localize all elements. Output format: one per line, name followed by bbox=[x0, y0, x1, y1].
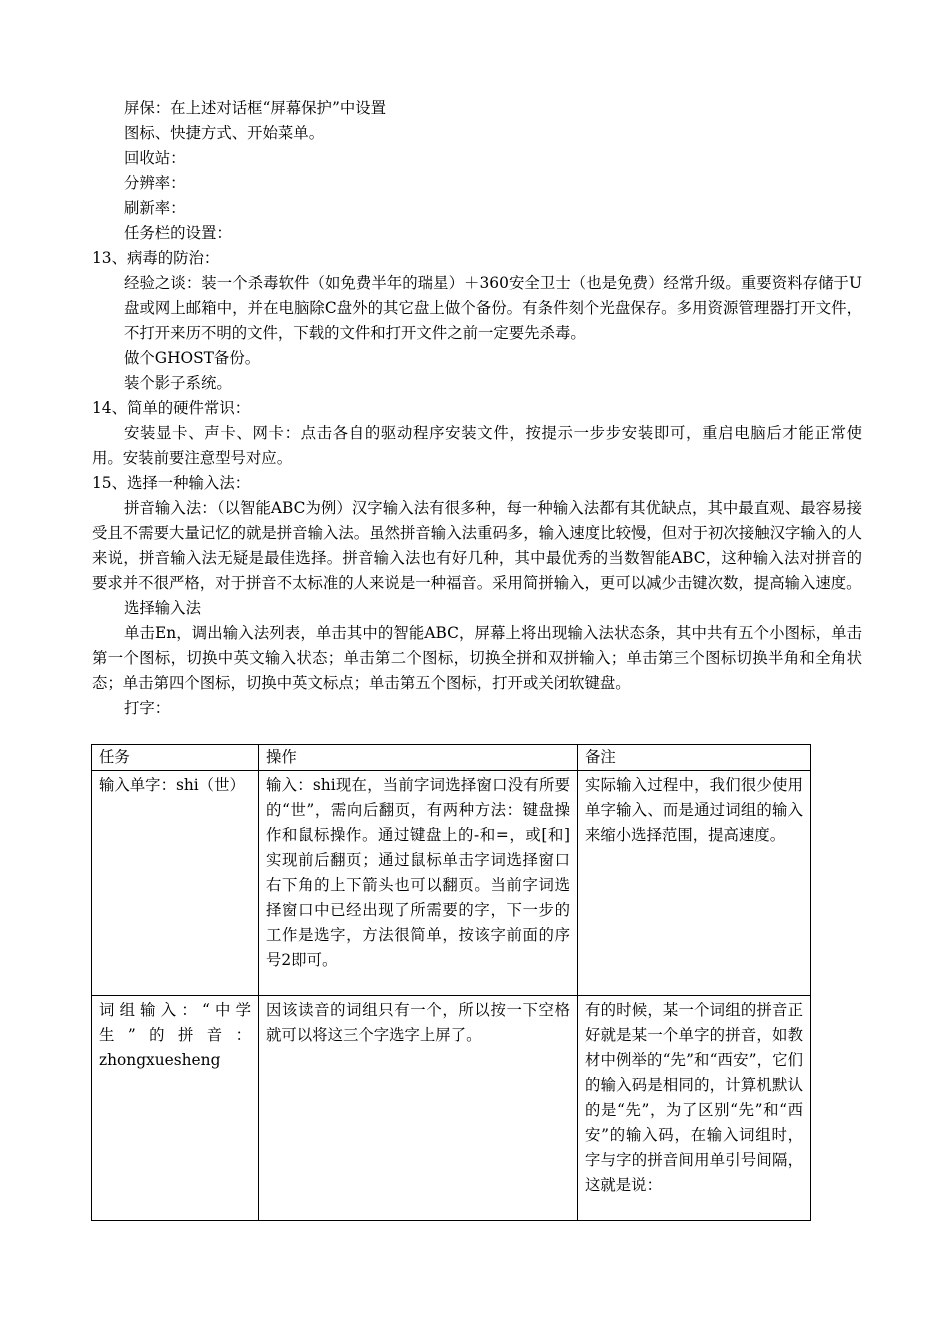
shadow-system-line: 装个影子系统。 bbox=[124, 374, 232, 392]
table-cell-note: 有的时候，某一个词组的拼音正好就是某一个单字的拼音，如教材中例举的“先”和“西安”，它们的输入码是相同的，计算机默认的是“先”，为了区别“先”和“西安”的输入码，在输入词组时，字与字的拼音间用单引号间隔，这就是说： bbox=[578, 996, 811, 1221]
recycle-bin-line: 回收站： bbox=[124, 149, 186, 167]
table-header-task: 任务 bbox=[92, 745, 259, 771]
table-header-operation: 操作 bbox=[259, 745, 578, 771]
table-row bbox=[92, 996, 811, 1221]
table-cell-task: 输入单字：shi（世） bbox=[92, 771, 259, 996]
table-cell-task: 词组输入：“中学生”的拼音：zhongxuesheng bbox=[92, 996, 259, 1221]
table-cell-operation: 输入：shi现在，当前字词选择窗口没有所要的“世”，需向后翻页，有两种方法：键盘操作和鼠标操作。通过键盘上的-和=，或[和]实现前后翻页；通过鼠标单击字词选择窗口右下角的上下箭头也可以翻页。当前字词选择窗口中已经出现了所需要的字，下一步的工作是选字，方法很简单，按该字前面的序号2即可。 bbox=[259, 771, 578, 996]
table-cell-note: 实际输入过程中，我们很少使用单字输入、而是通过词组的输入来缩小选择范围，提高速度。 bbox=[578, 771, 811, 996]
table-header-row bbox=[92, 745, 811, 771]
refresh-rate-line: 刷新率： bbox=[124, 199, 186, 217]
document-body bbox=[92, 96, 862, 721]
pinyin-paragraph: 拼音输入法：（以智能ABC为例）汉字输入法有很多种，每一种输入法都有其优缺点，其中最直观、最容易接受且不需要大量记忆的就是拼音输入法。虽然拼音输入法重码多，输入速度比较慢，但对于初次接触汉字输入的人来说，拼音输入法无疑是最佳选择。拼音输入法也有好几种，其中最优秀的当数智能ABC，这种输入法对拼音的要求并不很严格，对于拼音不太标准的人来说是一种福音。采用简拼输入，更可以减少击键次数，提高输入速度。 bbox=[92, 499, 862, 592]
table-row bbox=[92, 771, 811, 996]
taskbar-line: 任务栏的设置： bbox=[124, 224, 232, 242]
section-14-heading: 14、简单的硬件常识： bbox=[92, 399, 251, 417]
table-header-note: 备注 bbox=[578, 745, 811, 771]
table-cell-operation: 因该读音的词组只有一个，所以按一下空格就可以将这三个字选字上屏了。 bbox=[259, 996, 578, 1221]
section-13-heading: 13、病毒的防治： bbox=[92, 249, 220, 267]
section-14-paragraph: 安装显卡、声卡、网卡：点击各自的驱动程序安装文件，按提示一步步安装即可，重启电脑后才能正常使用。安装前要注意型号对应。 bbox=[92, 424, 862, 467]
input-method-steps-paragraph: 单击En，调出输入法列表，单击其中的智能ABC，屏幕上将出现输入法状态条，其中共有五个小图标，单击第一个图标，切换中英文输入状态；单击第二个图标，切换全拼和双拼输入；单击第三个图标切换半角和全角状态；单击第四个图标，切换中英文标点；单击第五个图标，打开或关闭软键盘。 bbox=[92, 624, 862, 692]
ghost-backup-line: 做个GHOST备份。 bbox=[124, 349, 261, 367]
icons-line: 图标、快捷方式、开始菜单。 bbox=[124, 124, 325, 142]
screensaver-line: 屏保：在上述对话框“屏幕保护”中设置 bbox=[124, 99, 386, 117]
section-15-heading: 15、选择一种输入法： bbox=[92, 474, 251, 492]
typing-table bbox=[91, 744, 811, 1221]
typing-label: 打字： bbox=[124, 699, 171, 717]
section-13-paragraph: 经验之谈：装一个杀毒软件（如免费半年的瑞星）＋360安全卫士（也是免费）经常升级。重要资料存储于U盘或网上邮箱中，并在电脑除C盘外的其它盘上做个备份。有条件刻个光盘保存。多用资源管理器打开文件，不打开来历不明的文件，下载的文件和打开文件之前一定要先杀毒。 bbox=[124, 274, 862, 342]
choose-input-method-line: 选择输入法 bbox=[124, 599, 201, 617]
resolution-line: 分辨率： bbox=[124, 174, 186, 192]
